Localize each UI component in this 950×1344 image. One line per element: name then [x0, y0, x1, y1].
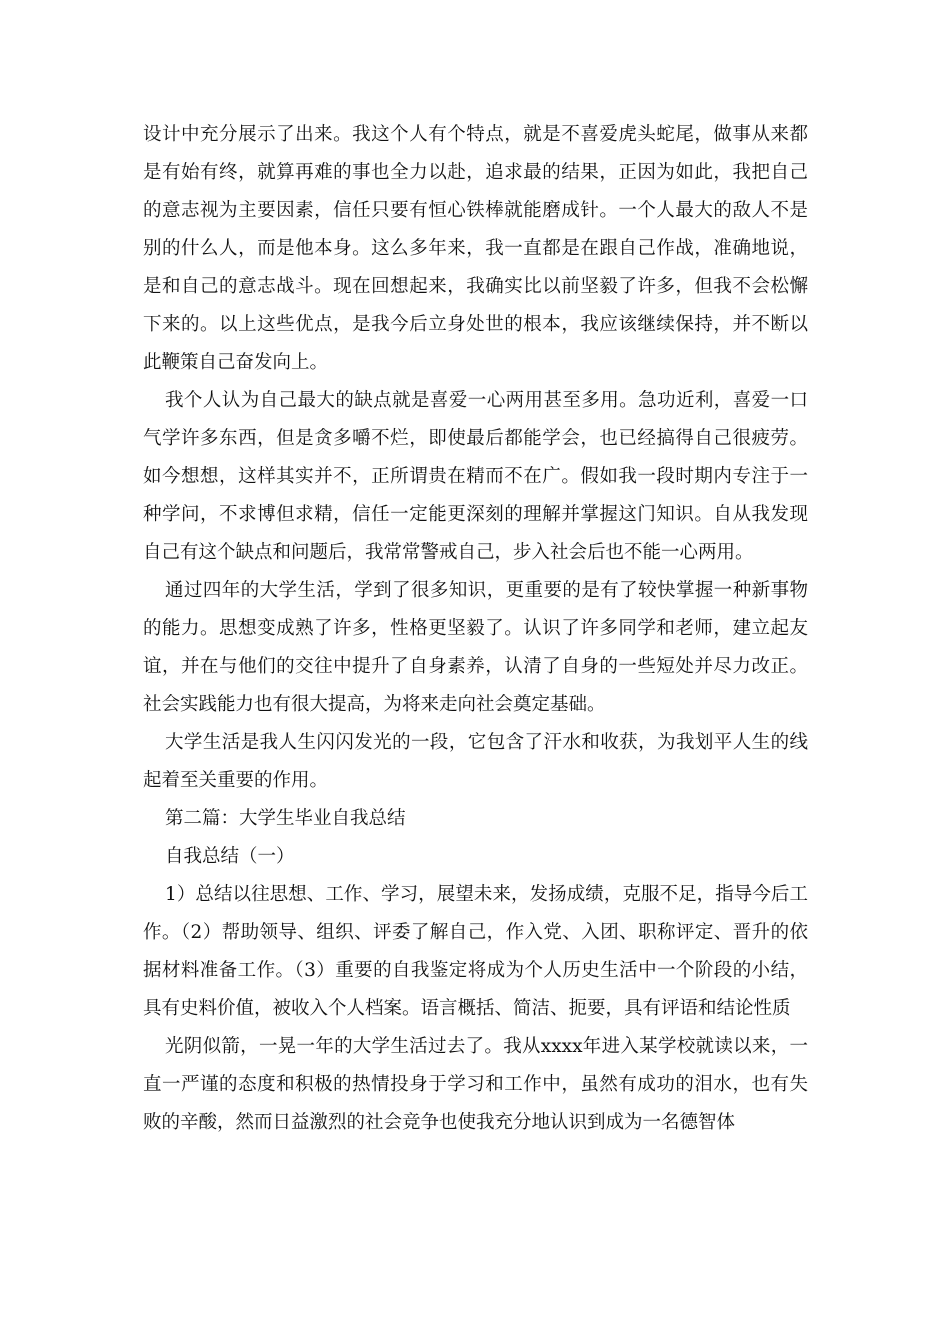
paragraph-3: 通过四年的大学生活，学到了很多知识，更重要的是有了较快掌握一种新事物的能力。思想变成熟了许多，性格更坚毅了。认识了许多同学和老师，建立起友谊，并在与他们的交往中提升了自身素养，认清了自身的一些短处并尽力改正。社会实践能力也有很大提高，为将来走向社会奠定基础。 — [143, 580, 808, 715]
paragraph-1: 设计中充分展示了出来。我这个人有个特点，就是不喜爱虎头蛇尾，做事从来都是有始有终，就算再难的事也全力以赴，追求最的结果，正因为如此，我把自己的意志视为主要因素，信任只要有恒心铁棒就能磨成针。一个人最大的敌人不是别的什么人，而是他本身。这么多年来，我一直都是在跟自己作战，准确地说，是和自己的意志战斗。现在回想起来，我确实比以前坚毅了许多，但我不会松懈下来的。以上这些优点，是我今后立身处世的根本，我应该继续保持，并不断以此鞭策自己奋发向上。 — [143, 124, 808, 373]
paragraph-6: 光阴似箭，一晃一年的大学生活过去了。我从xxxx年进入某学校就读以来，一直一严谨的态度和积极的热情投身于学习和工作中，虽然有成功的泪水，也有失败的辛酸，然而日益激烈的社会竞争也使我充分地认识到成为一名德智体 — [143, 1036, 808, 1133]
paragraph-2: 我个人认为自己最大的缺点就是喜爱一心两用甚至多用。急功近利，喜爱一口气学许多东西，但是贪多嚼不烂，即使最后都能学会，也已经搞得自己很疲劳。如今想想，这样其实并不，正所谓贵在精而不在广。假如我一段时期内专注于一种学问，不求博但求精，信任一定能更深刻的理解并掌握这门知识。自从我发现自己有这个缺点和问题后，我常常警戒自己，步入社会后也不能一心两用。 — [143, 390, 808, 563]
subsection-title: 自我总结（一） — [165, 846, 295, 867]
paragraph-5: 1）总结以往思想、工作、学习，展望未来，发扬成绩，克服不足，指导今后工作。（2）帮助领导、组织、评委了解自己，作入党、入团、职称评定、晋升的依据材料准备工作。（3）重要的自我鉴定将成为个人历史生活中一个阶段的小结，具有史料价值，被收入个人档案。语言概括、简洁、扼要，具有评语和结论性质 — [143, 884, 808, 1019]
document-body — [143, 116, 808, 1142]
section-title: 第二篇：大学生毕业自我总结 — [165, 808, 406, 829]
paragraph-4: 大学生活是我人生闪闪发光的一段，它包含了汗水和收获，为我划平人生的线起着至关重要的作用。 — [143, 732, 808, 791]
